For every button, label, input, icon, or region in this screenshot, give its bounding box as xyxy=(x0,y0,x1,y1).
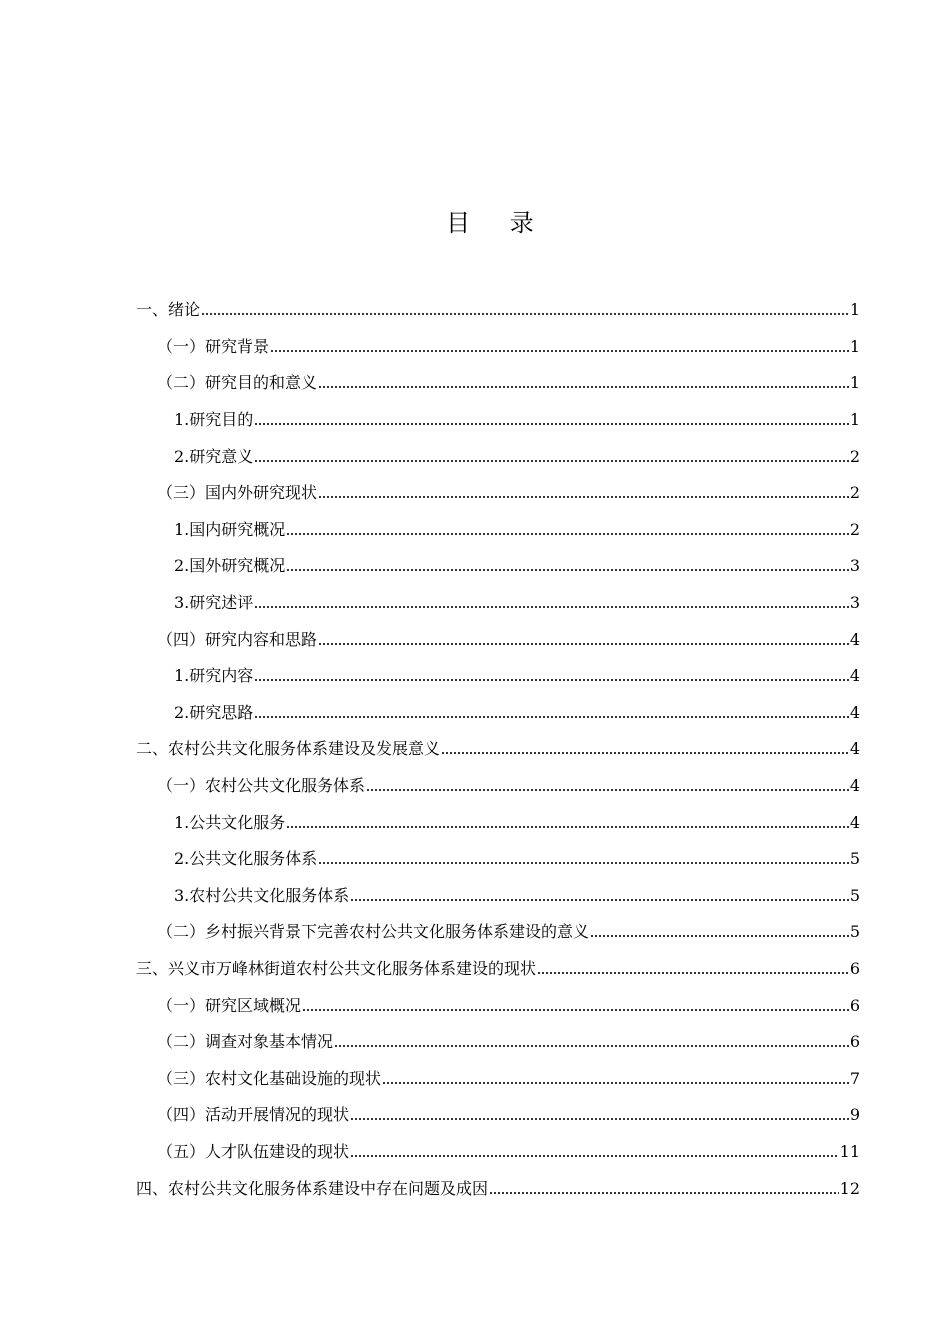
toc-entry-label: （一）研究背景 xyxy=(157,336,270,356)
toc-entry[interactable] xyxy=(136,951,860,988)
toc-entry[interactable] xyxy=(136,365,860,402)
toc-entry-label: 1.研究目的 xyxy=(174,410,254,430)
toc-entry[interactable] xyxy=(136,475,860,512)
toc-entry[interactable] xyxy=(136,621,860,658)
toc-entry-page-number: 4 xyxy=(849,776,860,796)
dot-leader xyxy=(382,1082,849,1084)
toc-entry-label: （四）研究内容和思路 xyxy=(157,629,318,649)
toc-entry-page-number: 2 xyxy=(849,446,860,466)
dot-leader xyxy=(318,496,849,498)
dot-leader xyxy=(286,569,849,571)
toc-entry-label: 2.国外研究概况 xyxy=(174,556,286,576)
toc-entry-page-number: 4 xyxy=(849,666,860,686)
toc-entry-label: 1.研究内容 xyxy=(174,666,254,686)
dot-leader xyxy=(366,789,849,791)
dot-leader xyxy=(590,935,849,937)
toc-entry[interactable] xyxy=(136,1097,860,1134)
dot-leader xyxy=(334,1045,849,1047)
toc-entry-label: （三）国内外研究现状 xyxy=(157,483,318,503)
toc-entry-page-number: 4 xyxy=(849,739,860,759)
dot-leader xyxy=(489,1192,839,1194)
toc-entry[interactable] xyxy=(136,695,860,732)
toc-entry-page-number: 1 xyxy=(849,336,860,356)
toc-entry[interactable] xyxy=(136,658,860,695)
dot-leader xyxy=(318,862,849,864)
dot-leader xyxy=(350,1155,839,1157)
toc-entry[interactable] xyxy=(136,438,860,475)
toc-entry-label: （四）活动开展情况的现状 xyxy=(157,1105,350,1125)
toc-entry-label: （一）研究区域概况 xyxy=(157,995,302,1015)
toc-entry[interactable] xyxy=(136,1170,860,1207)
toc-entry[interactable] xyxy=(136,1134,860,1171)
dot-leader xyxy=(302,1009,849,1011)
toc-entry-label: （二）研究目的和意义 xyxy=(157,373,318,393)
toc-entry-page-number: 5 xyxy=(849,922,860,942)
toc-entry-page-number: 5 xyxy=(849,849,860,869)
dot-leader xyxy=(318,643,849,645)
toc-entry-label: 四、农村公共文化服务体系建设中存在问题及成因 xyxy=(136,1178,489,1198)
toc-entry-page-number: 3 xyxy=(849,593,860,613)
toc-entry-page-number: 5 xyxy=(849,885,860,905)
toc-entry-page-number: 3 xyxy=(849,556,860,576)
dot-leader xyxy=(254,606,849,608)
toc-entry-label: （一）农村公共文化服务体系 xyxy=(157,776,366,796)
dot-leader xyxy=(441,752,849,754)
dot-leader xyxy=(318,386,849,388)
toc-entry[interactable] xyxy=(136,329,860,366)
toc-entry-page-number: 9 xyxy=(849,1105,860,1125)
toc-entry[interactable] xyxy=(136,548,860,585)
toc-entry[interactable] xyxy=(136,987,860,1024)
toc-entry[interactable] xyxy=(136,402,860,439)
toc-entry[interactable] xyxy=(136,1060,860,1097)
toc-entry-label: 2.公共文化服务体系 xyxy=(174,849,318,869)
toc-entry-label: 一、绪论 xyxy=(136,300,201,320)
toc-entry-page-number: 2 xyxy=(849,483,860,503)
toc-entry-page-number: 1 xyxy=(849,373,860,393)
toc-entry-label: 3.农村公共文化服务体系 xyxy=(174,885,350,905)
toc-entry[interactable] xyxy=(136,878,860,915)
toc-entry-label: （二）乡村振兴背景下完善农村公共文化服务体系建设的意义 xyxy=(157,922,590,942)
toc-entry-label: 二、农村公共文化服务体系建设及发展意义 xyxy=(136,739,441,759)
dot-leader xyxy=(201,313,849,315)
dot-leader xyxy=(350,1118,849,1120)
toc-entry-page-number: 11 xyxy=(839,1141,860,1161)
toc-entry[interactable] xyxy=(136,841,860,878)
toc-entry-page-number: 6 xyxy=(849,958,860,978)
toc-entry-page-number: 4 xyxy=(849,812,860,832)
toc-entry[interactable] xyxy=(136,585,860,622)
toc-entry[interactable] xyxy=(136,768,860,805)
toc-entry-label: （三）农村文化基础设施的现状 xyxy=(157,1068,382,1088)
dot-leader xyxy=(537,972,849,974)
toc-entry-page-number: 1 xyxy=(849,300,860,320)
toc-entry-label: （五）人才队伍建设的现状 xyxy=(157,1141,350,1161)
toc-entry-label: （二）调查对象基本情况 xyxy=(157,1032,334,1052)
dot-leader xyxy=(350,899,849,901)
toc-entry[interactable] xyxy=(136,512,860,549)
toc-entry-page-number: 6 xyxy=(849,1032,860,1052)
page-title: 目 录 xyxy=(446,209,550,237)
toc-entry-page-number: 12 xyxy=(839,1178,860,1198)
toc-entry-page-number: 7 xyxy=(849,1068,860,1088)
dot-leader xyxy=(286,826,849,828)
toc-entry-label: 三、兴义市万峰林街道农村公共文化服务体系建设的现状 xyxy=(136,958,537,978)
toc-entry-label: 2.研究意义 xyxy=(174,446,254,466)
toc-entry[interactable] xyxy=(136,804,860,841)
dot-leader xyxy=(254,679,849,681)
toc-entry-page-number: 2 xyxy=(849,519,860,539)
dot-leader xyxy=(270,350,849,352)
toc-entry[interactable] xyxy=(136,731,860,768)
dot-leader xyxy=(254,423,849,425)
table-of-contents xyxy=(136,292,860,1207)
toc-entry[interactable] xyxy=(136,292,860,329)
toc-entry-page-number: 6 xyxy=(849,995,860,1015)
toc-entry[interactable] xyxy=(136,1024,860,1061)
toc-entry-label: 2.研究思路 xyxy=(174,702,254,722)
dot-leader xyxy=(254,460,849,462)
toc-entry-label: 3.研究述评 xyxy=(174,593,254,613)
toc-entry[interactable] xyxy=(136,914,860,951)
toc-entry-page-number: 4 xyxy=(849,702,860,722)
toc-entry-page-number: 1 xyxy=(849,410,860,430)
toc-entry-label: 1.国内研究概况 xyxy=(174,519,286,539)
toc-entry-label: 1.公共文化服务 xyxy=(174,812,286,832)
toc-entry-page-number: 4 xyxy=(849,629,860,649)
dot-leader xyxy=(286,533,849,535)
dot-leader xyxy=(254,716,849,718)
